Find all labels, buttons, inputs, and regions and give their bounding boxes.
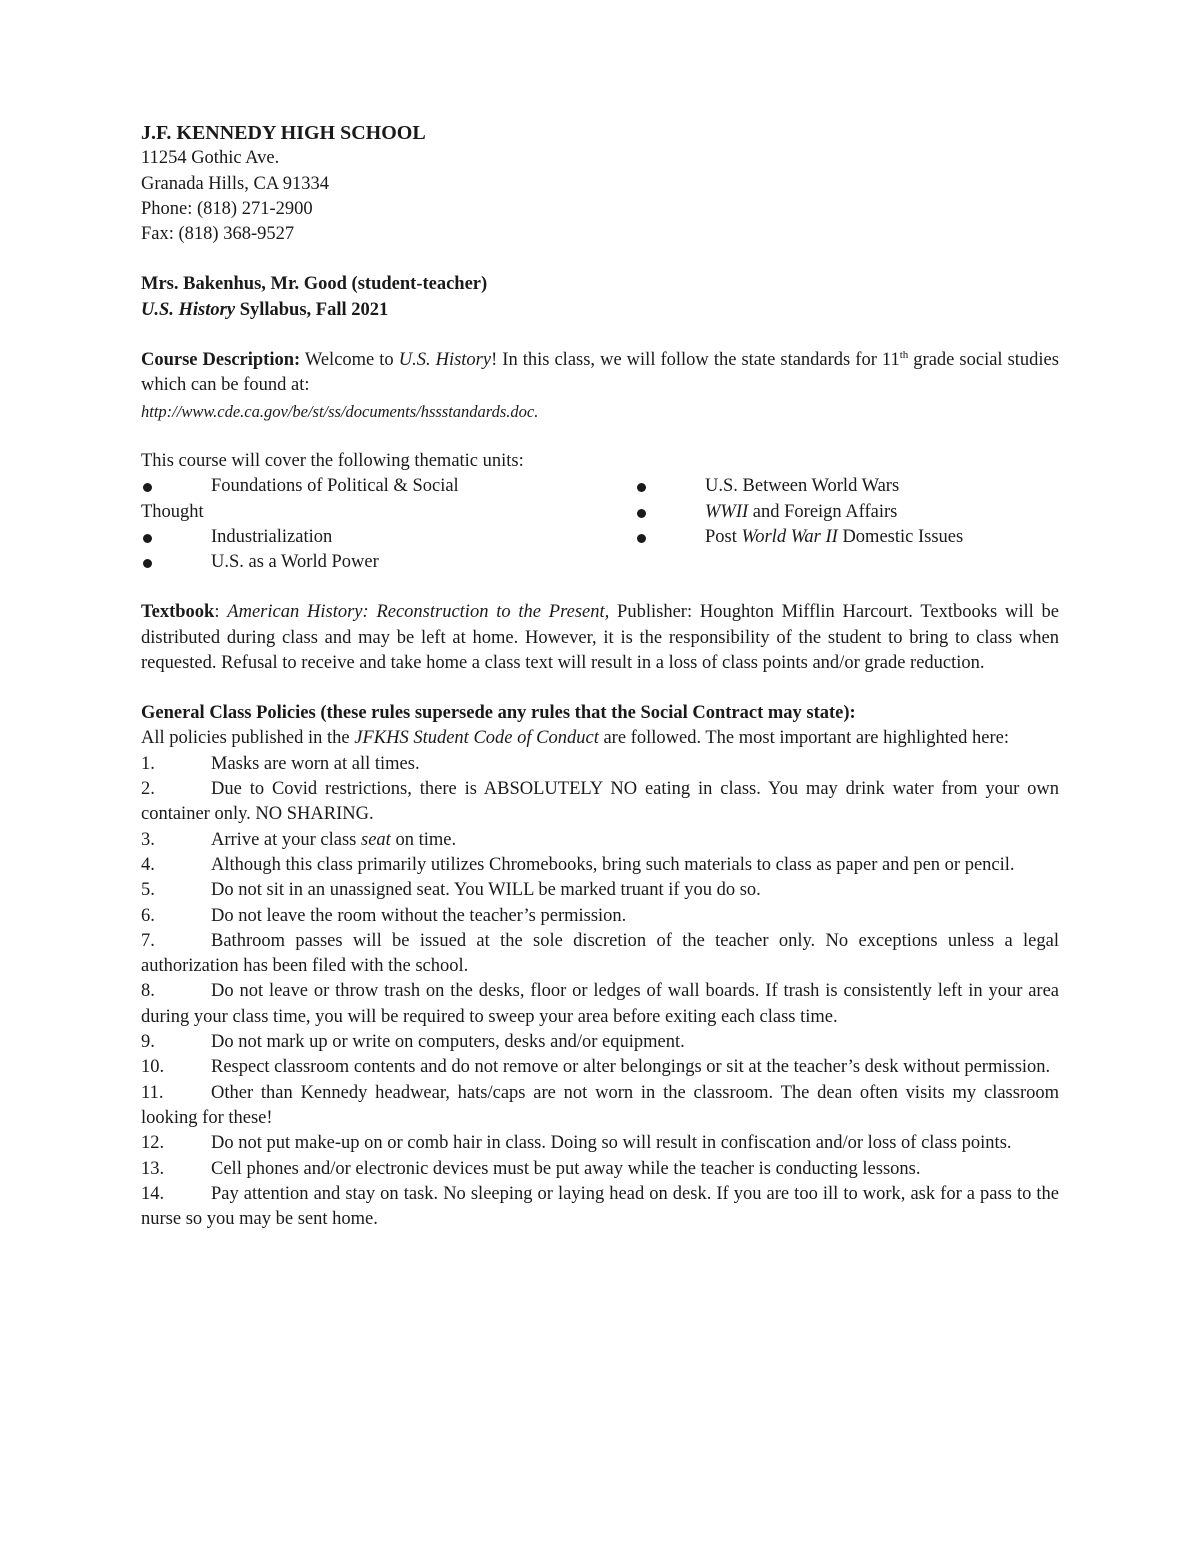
- unit-item: [141, 474, 501, 499]
- policy-text: Due to Covid restrictions, there is ABSOLUTELY NO eating in class. You may drink water from your own container only. NO SHARING.: [141, 779, 1059, 825]
- policy-text: Arrive at your class: [211, 829, 362, 850]
- textbook-text: Publisher: Houghton Mifflin Harcourt. Textbooks will be distributed during class and may be left at home. However, it is the responsibility of the student to bring to class when requested. Refusal to receive and take home a class text will result in a loss of class points and/or grade reduction.: [141, 602, 1060, 673]
- policy-text: seat: [361, 829, 391, 850]
- policy-number: 3.: [141, 829, 155, 850]
- unit-label: and Foreign Affairs: [748, 501, 898, 522]
- unit-item: [635, 500, 1055, 525]
- course-description-text: ! In this class, we will follow the state standards for 11: [491, 350, 900, 371]
- policy-item: [141, 1081, 1059, 1132]
- policy-number: 13.: [141, 1158, 165, 1179]
- policy-text: Bathroom passes will be issued at the sole discretion of the teacher only. No exceptions unless a legal authorization has been filed with the school.: [141, 930, 1059, 977]
- grade-superscript: th: [899, 348, 909, 361]
- unit-item: [635, 474, 1055, 499]
- unit-item: [141, 525, 501, 550]
- policy-text: Other than Kennedy headwear, hats/caps are not worn in the classroom. The dean often visits my classroom looking for these!: [141, 1082, 1059, 1128]
- textbook-colon: :: [214, 602, 228, 623]
- course-description-text: grade social studies which can be found at:: [141, 350, 1059, 396]
- policy-text: Although this class primarily utilizes Chromebooks, bring such materials to class as paper and pen or pencil.: [211, 854, 1015, 875]
- policy-item: [141, 853, 1059, 878]
- policy-text: Respect classroom contents and do not remove or alter belongings or sit at the teacher’s desk without permission.: [211, 1057, 1051, 1078]
- policies-heading: General Class Policies (these rules supersede any rules that the Social Contract may state):: [141, 703, 856, 724]
- course-description-text: Welcome to: [300, 350, 399, 371]
- unit-label: U.S. Between World Wars: [705, 476, 900, 497]
- policy-number: 8.: [141, 981, 155, 1002]
- units-column-right: [635, 474, 1055, 550]
- policy-item: [141, 1182, 1059, 1233]
- policy-number: 10.: [141, 1057, 165, 1078]
- textbook-title: American History: Reconstruction to the Present,: [227, 602, 610, 623]
- policies-intro-text: All policies published in the: [141, 728, 355, 749]
- units-intro: This course will cover the following thematic units:: [141, 450, 524, 471]
- unit-item: [635, 525, 1055, 550]
- policy-item: [141, 777, 1059, 828]
- unit-item: [141, 550, 501, 575]
- course-description-label: Course Description:: [141, 350, 301, 371]
- course-description-course: U.S. History: [398, 350, 492, 371]
- unit-label: Post: [705, 526, 742, 547]
- policy-text: Do not leave the room without the teacher’s permission.: [211, 905, 627, 926]
- policy-item: [141, 1157, 1059, 1182]
- policy-text: Do not mark up or write on computers, desks and/or equipment.: [211, 1032, 685, 1053]
- fax-number: Fax: (818) 368-9527: [141, 224, 295, 245]
- policy-number: 4.: [141, 854, 155, 875]
- policy-text: Do not put make-up on or comb hair in class. Doing so will result in confiscation and/or loss of class points.: [211, 1133, 1012, 1154]
- bullet-icon: [143, 559, 152, 568]
- policy-number: 1.: [141, 753, 155, 774]
- policy-item: [141, 979, 1059, 1030]
- syllabus-term: Syllabus, Fall 2021: [239, 299, 389, 320]
- policy-number: 12.: [141, 1133, 165, 1154]
- teacher-names: Mrs. Bakenhus, Mr. Good (student-teacher): [141, 274, 488, 295]
- unit-label-italic: World War II: [741, 526, 838, 547]
- policy-item: [141, 1131, 1059, 1156]
- unit-label: Domestic Issues: [837, 526, 964, 547]
- address-line-2: Granada Hills, CA 91334: [141, 173, 330, 194]
- textbook-paragraph: [141, 600, 1059, 676]
- policy-text: Cell phones and/or electronic devices must be put away while the teacher is conducting lessons.: [211, 1158, 921, 1179]
- policy-item: [141, 929, 1059, 980]
- course-title: U.S. History: [141, 299, 236, 320]
- phone-number: Phone: (818) 271-2900: [141, 198, 313, 219]
- policy-number: 7.: [141, 930, 155, 951]
- policy-text: Pay attention and stay on task. No sleeping or laying head on desk. If you are too ill to work, ask for a pass to the nurse so you may be sent home.: [141, 1183, 1059, 1230]
- units-column-left: [141, 474, 501, 575]
- policy-number: 6.: [141, 905, 155, 926]
- policy-item: [141, 878, 1059, 903]
- thematic-units: [141, 474, 1059, 575]
- bullet-icon: [637, 509, 646, 518]
- unit-label: Foundations of Political & Social: [211, 476, 459, 497]
- bullet-icon: [143, 483, 152, 492]
- code-of-conduct-title: JFKHS Student Code of Conduct: [354, 728, 599, 749]
- policy-text: on time.: [390, 829, 457, 850]
- unit-label: Industrialization: [211, 526, 333, 547]
- policy-number: 9.: [141, 1032, 155, 1053]
- policy-text: Masks are worn at all times.: [211, 753, 420, 774]
- document-body: [141, 121, 1059, 1232]
- syllabus-title: [141, 298, 1059, 323]
- policy-number: 5.: [141, 880, 155, 901]
- policies-intro-text: are followed. The most important are highlighted here:: [598, 728, 1009, 749]
- policies-intro: [141, 726, 1059, 751]
- policy-text: Do not leave or throw trash on the desks, floor or ledges of wall boards. If trash is consistently left in your area during your class time, you will be required to sweep your area before exiting each class time.: [141, 981, 1059, 1027]
- bullet-icon: [637, 534, 646, 543]
- unit-label: U.S. as a World Power: [211, 552, 379, 573]
- unit-label-italic: WWII: [705, 501, 749, 522]
- bullet-icon: [143, 534, 152, 543]
- policy-item: [141, 828, 1059, 853]
- policy-number: 11.: [141, 1082, 164, 1103]
- policy-item: [141, 1055, 1059, 1080]
- policy-list: [141, 752, 1059, 1233]
- textbook-label: Textbook: [141, 602, 215, 623]
- policy-item: [141, 1030, 1059, 1055]
- policy-number: 14.: [141, 1183, 165, 1204]
- bullet-icon: [637, 483, 646, 492]
- standards-url[interactable]: http://www.cde.ca.gov/be/st/ss/documents/hssstandards.doc.: [141, 401, 539, 421]
- policy-item: [141, 752, 1059, 777]
- unit-item-wrap: Thought: [141, 501, 204, 522]
- policy-item: [141, 904, 1059, 929]
- school-name: J.F. KENNEDY HIGH SCHOOL: [141, 122, 426, 144]
- course-description: [141, 348, 1059, 399]
- address-line-1: 11254 Gothic Ave.: [141, 148, 280, 169]
- policy-number: 2.: [141, 779, 155, 800]
- policy-text: Do not sit in an unassigned seat. You WILL be marked truant if you do so.: [211, 880, 761, 901]
